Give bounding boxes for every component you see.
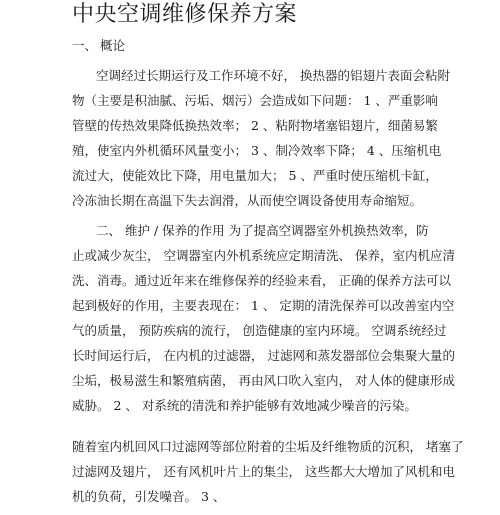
paragraph-line: 威胁。 2 、 对系统的清洗和养护能够有效地减少噪音的污染。: [72, 398, 417, 413]
paragraph-line: 殖，使室内外机循环风量变小； 3 、制冷效率下降； 4 、压缩机电: [72, 143, 442, 158]
paragraph-line: 长时间运行后， 在内机的过滤器， 过滤网和蒸发器部位会集聚大量的: [72, 348, 455, 363]
paragraph-line: 空调经过长期运行及工作环境不好， 换热器的铝翅片表面会粘附: [96, 68, 450, 83]
paragraph-line: 冷冻油长期在高温下失去润滑，从而使空调设备使用寿命缩短。: [72, 193, 423, 208]
paragraph-line: 起到极好的作用，主要表现在： 1 、 定期的清洗保养可以改善室内空: [72, 298, 455, 313]
paragraph-line: 机的负荷，引发噪音。 3 、: [72, 489, 226, 504]
paragraph-line: 管壁的传热效果降低换热效率； 2 、粘附物堵塞铝翅片，细菌易繁: [72, 118, 438, 133]
paragraph-line: 过滤网及翅片， 还有风机叶片上的集尘， 这些都大大增加了风机和电: [72, 464, 455, 479]
paragraph-line: 物（主要是积油腻、污垢、烟污）会造成如下问题： 1 、严重影响: [72, 93, 438, 108]
section-1-heading-text: 概论: [100, 38, 126, 53]
paragraph-line: 气的质量， 预防疾病的流行， 创造健康的室内环境。 空调系统经过: [72, 323, 447, 338]
section-1-heading: [72, 38, 125, 54]
paragraph-line: 流过大，使能效比下降，用电量加大； 5 、严重时使压缩机卡缸，: [72, 168, 438, 183]
paragraph-line: 尘垢，极易滋生和繁殖病菌， 再由风口吹入室内， 对人体的健康形成: [72, 373, 455, 388]
document-title: 中央空调维修保养方案: [72, 2, 298, 27]
section-1-number: 一、: [72, 38, 98, 53]
paragraph-line: 随着室内机回风口过滤网等部位附着的尘垢及纤维物质的沉积， 堵塞了: [72, 439, 464, 454]
paragraph-line: 止或减少灰尘， 空调器室内外机系统应定期清洗、 保养，室内机应清: [72, 248, 455, 263]
paragraph-line: 洗、消毒。通过近年来在维修保养的经验来看， 正确的保养方法可以: [72, 273, 451, 288]
paragraph-line: 二、 维护 / 保养的作用 为了提高空调器室外机换热效率，防: [96, 223, 429, 238]
